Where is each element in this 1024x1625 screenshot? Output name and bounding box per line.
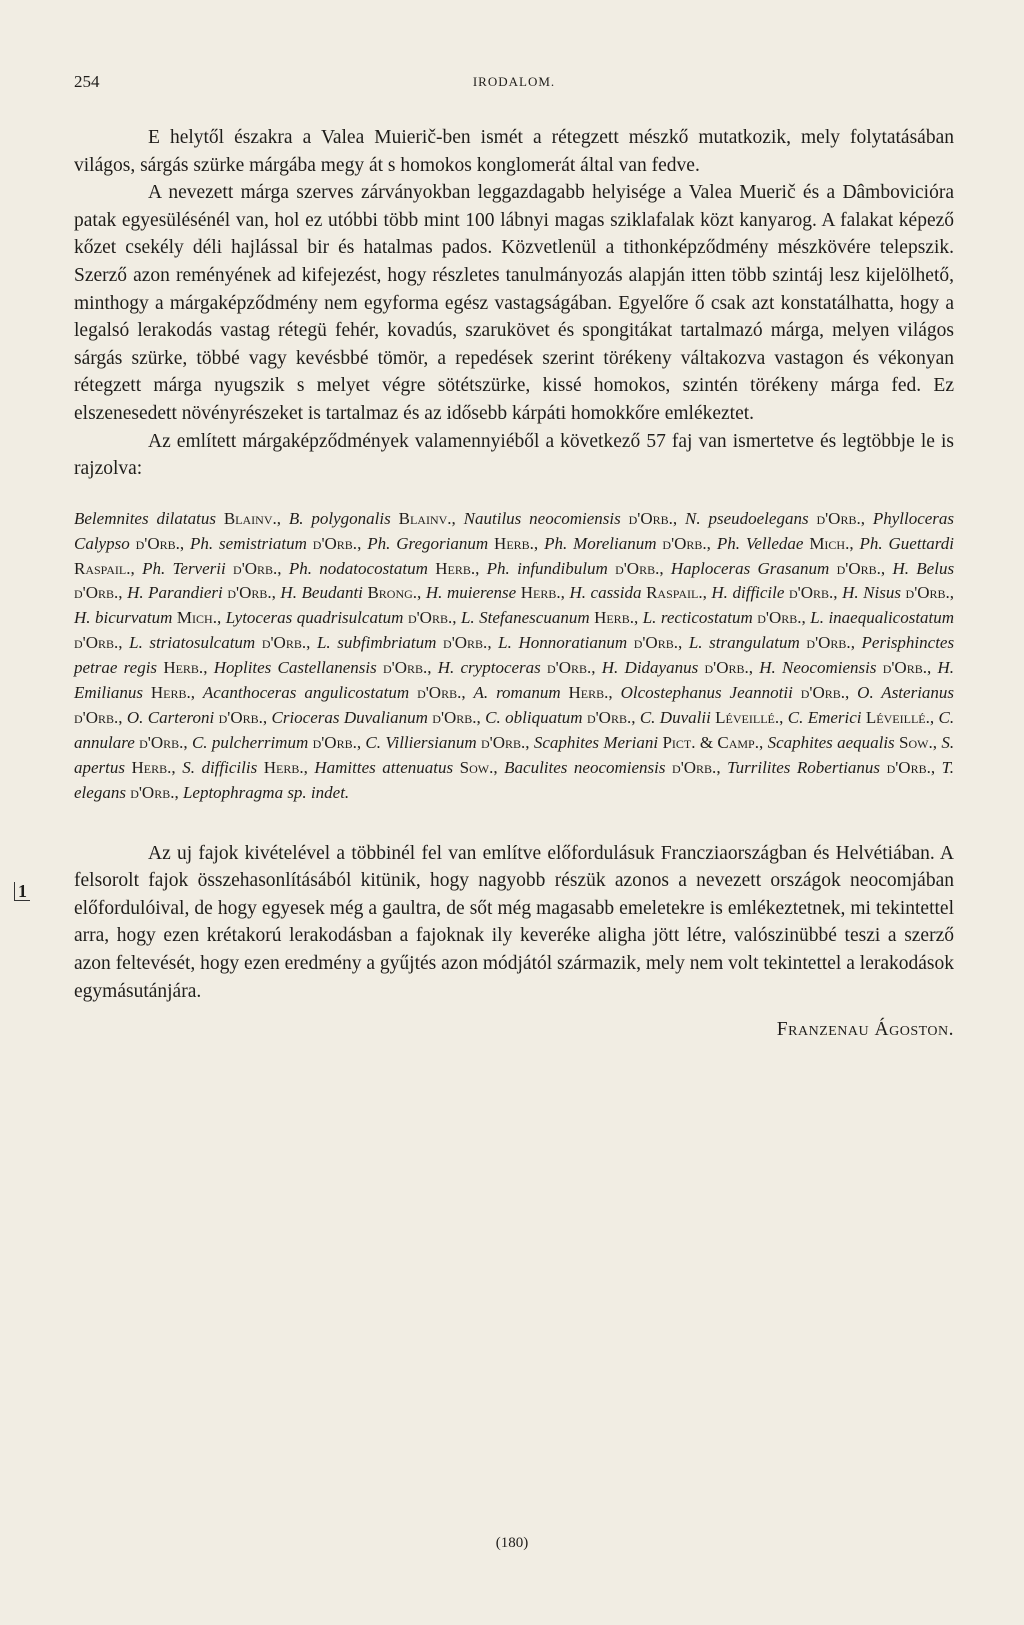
species-separator: , xyxy=(758,732,768,752)
species-separator: , xyxy=(929,707,939,727)
species-name: Olcostephanus Jeannotii xyxy=(620,683,793,703)
species-author: Pict. & Camp. xyxy=(662,732,759,752)
species-separator: , xyxy=(779,707,788,727)
species-author: Mich. xyxy=(809,533,850,553)
species-author: d'Orb. xyxy=(139,732,184,752)
species-name: A. romanum xyxy=(473,683,561,703)
species-separator: , xyxy=(216,608,226,628)
species-author: d'Orb. xyxy=(800,683,845,703)
species-separator: , xyxy=(451,508,464,528)
species-separator: , xyxy=(179,533,191,553)
species-name: O. Carteroni xyxy=(126,707,215,727)
species-author: Herb. xyxy=(150,683,191,703)
species-name: C. obliquatum xyxy=(485,707,583,727)
species-name: Ph. Velledae xyxy=(716,533,804,553)
species-author: d'Orb. xyxy=(905,583,950,603)
species-author: d'Orb. xyxy=(312,533,358,553)
species-name: T. elegans xyxy=(74,757,955,802)
species-author: Herb. xyxy=(568,683,609,703)
species-separator: , xyxy=(271,583,281,603)
species-separator: , xyxy=(949,583,955,603)
species-name: Crioceras Duvalianum xyxy=(271,707,428,727)
species-name: H. difficile xyxy=(711,583,785,603)
species-separator: , xyxy=(801,608,811,628)
species-separator: , xyxy=(591,658,602,678)
species-name: L. Honnoratianum xyxy=(498,633,628,653)
species-name: C. annulare xyxy=(74,707,955,752)
species-name: H. cryptoceras xyxy=(437,658,541,678)
species-separator: , xyxy=(306,633,317,653)
species-separator: , xyxy=(130,558,143,578)
page-header xyxy=(74,72,954,100)
species-separator: , xyxy=(659,558,671,578)
species-separator: , xyxy=(461,683,474,703)
species-separator: , xyxy=(930,757,942,777)
species-name: Phylloceras Calypso xyxy=(74,508,955,553)
species-name: H. Parandieri xyxy=(127,583,223,603)
paragraph-4: Az uj fajok kivételével a többinél fel van említve előfordulásuk Francziaországban és Helvétiában. A felsorolt fajok összehasonlításából kitünik, hogy nagyobb részük azonos a nevezett országok neocomjában előfordulóival, de hogy egyesek még a gaultra, de sőt még magasabb emeletekre is emlékeztetnek, mi tekintettel arra, hogy ezen krétakorú lerakodásban a fajoknak ily keveréke aligha jött létre, valószinübbé teszi a szerző azon feltevését, hogy ezen eredmény a gyűjtés azon módjától származik, mely nem volt tekintettel a lerakodások egymásutánjára. xyxy=(74,842,954,1002)
species-separator: , xyxy=(203,658,214,678)
species-name: O. Asterianus xyxy=(857,683,955,703)
species-author: d'Orb. xyxy=(806,633,851,653)
species-author: d'Orb. xyxy=(480,732,526,752)
species-author: d'Orb. xyxy=(130,782,175,802)
species-author: d'Orb. xyxy=(886,757,931,777)
species-author: d'Orb. xyxy=(417,683,462,703)
species-name: L. Stefanescuanum xyxy=(460,608,590,628)
species-name: Hamittes attenuatus xyxy=(314,757,454,777)
species-separator: , xyxy=(303,757,315,777)
species-name: Ph. Morelianum xyxy=(544,533,657,553)
species-name: C. Villiersianum xyxy=(365,732,477,752)
species-name: H. Emilianus xyxy=(74,658,954,703)
species-separator: , xyxy=(487,633,499,653)
species-separator: , xyxy=(533,533,545,553)
species-separator: , xyxy=(926,658,938,678)
species-separator: , xyxy=(633,608,643,628)
species-author: Blainv. xyxy=(398,508,452,528)
species-list xyxy=(74,507,954,806)
species-name: Belemnites dilatatus xyxy=(74,508,216,528)
species-name: C. Duvalii xyxy=(639,707,711,727)
species-name: Ph. semistriatum xyxy=(190,533,307,553)
species-name: Ph. infundibulum xyxy=(486,558,608,578)
species-separator: , xyxy=(476,707,486,727)
species-author: d'Orb. xyxy=(432,707,477,727)
species-separator: , xyxy=(748,658,760,678)
species-separator: , xyxy=(677,633,689,653)
species-name: Acanthoceras angulicostatum xyxy=(202,683,410,703)
species-name: H. Nisus xyxy=(842,583,901,603)
species-name: Ph. Guettardi xyxy=(859,533,955,553)
species-name: S. apertus xyxy=(74,732,955,777)
species-author: d'Orb. xyxy=(633,633,678,653)
species-author: d'Orb. xyxy=(382,658,428,678)
species-separator: , xyxy=(118,583,128,603)
species-name: Ph. Gregorianum xyxy=(367,533,489,553)
species-separator: , xyxy=(880,558,893,578)
species-name: H. Belus xyxy=(892,558,955,578)
species-author: d'Orb. xyxy=(218,707,263,727)
species-author: d'Orb. xyxy=(443,633,488,653)
species-name: L. recticostatum xyxy=(642,608,753,628)
species-separator: , xyxy=(850,633,862,653)
species-separator: , xyxy=(277,558,289,578)
species-name: Scaphites Meriani xyxy=(533,732,659,752)
species-separator: , xyxy=(276,508,289,528)
paragraph-1: E helytől északra a Valea Muierič-ben ismét a rétegzett mészkő mutatkozik, mely folytatásában világos, sárgás szürke márgába megy át s homokos konglomerát által van fedve. xyxy=(74,127,954,176)
species-separator: , xyxy=(190,683,203,703)
species-name: H. Didayanus xyxy=(601,658,699,678)
species-separator: , xyxy=(833,583,843,603)
paragraph-2: A nevezett márga szerves zárványokban leggazdagabb helyisége a Valea Muerič és a Dâmbovicióra patak egyesülésénél van, hol ez utóbbi több mint 100 lábnyi magas sziklafalak közt kanyarog. A falakat képező kőzet csekély déli hajlással bir és hatalmas pados. Közvetlenül a tithonképződmény mészkövére telepszik. Szerző azon reményének ad kifejezést, hogy részletes tanulmányozás alapján itten több szintáj lesz kijelölhető, minthogy a márgaképződmény nem egyforma egész vastagságában. Egyelőre ő csak azt konstatálhatta, hogy a legalsó lerakodás vastag rétegü fehér, kovadús, szarukövet és spongitákat tartalmazó márga, melyen világos sárgás szürke, többé vagy kevésbbé tömör, a repedések szerint törékeny váltakozva vastagon és vékonyan rétegzett márga nyugszik s melyet végre sötétszürke, kissé homokos, szintén törékeny márga fed. Ez elszenesedett növényrészeket is tartalmaz és az idősebb kárpáti homokkőre emlékeztet. xyxy=(74,182,954,424)
species-separator: , xyxy=(860,508,873,528)
margin-marker: 1 xyxy=(14,882,30,901)
species-name: H. Neocomiensis xyxy=(759,658,877,678)
species-author: d'Orb. xyxy=(135,533,180,553)
species-author: d'Orb. xyxy=(233,558,278,578)
running-head: IRODALOM. xyxy=(472,74,556,89)
species-author: d'Orb. xyxy=(836,558,881,578)
species-name: H. Beudanti xyxy=(280,583,363,603)
species-author: d'Orb. xyxy=(261,633,307,653)
species-author: d'Orb. xyxy=(407,608,453,628)
species-separator: , xyxy=(706,533,717,553)
species-name: L. strangulatum xyxy=(688,633,800,653)
species-author: Léveillé. xyxy=(715,707,780,727)
species-name: Scaphites aequalis xyxy=(767,732,895,752)
species-separator: , xyxy=(118,633,130,653)
species-author: Sow. xyxy=(899,732,933,752)
species-author: d'Orb. xyxy=(672,757,717,777)
species-name: Ph. Terverii xyxy=(142,558,226,578)
species-separator: , xyxy=(716,757,728,777)
species-name: B. polygonalis xyxy=(288,508,391,528)
species-separator: , xyxy=(417,583,426,603)
species-author: Raspail. xyxy=(646,583,703,603)
species-author: d'Orb. xyxy=(757,608,802,628)
species-separator: , xyxy=(452,608,461,628)
species-separator: , xyxy=(475,558,487,578)
species-separator: , xyxy=(262,707,272,727)
species-author: d'Orb. xyxy=(662,533,707,553)
species-name: L. striatosulcatum xyxy=(129,633,256,653)
species-author: d'Orb. xyxy=(628,508,673,528)
footer-number: (180) xyxy=(495,1535,529,1551)
species-name: S. difficilis xyxy=(182,757,258,777)
species-separator: , xyxy=(672,508,686,528)
species-separator: , xyxy=(356,732,366,752)
species-author: Herb. xyxy=(131,757,172,777)
author-signature: Franzenau Ágoston. xyxy=(776,1019,954,1041)
species-author: d'Orb. xyxy=(547,658,592,678)
species-separator: , xyxy=(525,732,534,752)
page-number: 254 xyxy=(74,72,100,91)
species-author: d'Orb. xyxy=(227,583,272,603)
species-name: Turrilites Robertianus xyxy=(727,757,881,777)
species-separator: , xyxy=(174,782,183,802)
species-name: Ph. nodatocostatum xyxy=(288,558,428,578)
species-separator: , xyxy=(171,757,183,777)
species-separator: , xyxy=(493,757,505,777)
species-separator: , xyxy=(608,683,621,703)
species-author: Herb. xyxy=(594,608,634,628)
species-separator: , xyxy=(845,683,858,703)
species-author: d'Orb. xyxy=(586,707,632,727)
species-name: Leptophragma sp. indet. xyxy=(182,782,350,802)
species-name: Lytoceras quadrisulcatum xyxy=(225,608,404,628)
species-name: N. pseudoelegans xyxy=(685,508,809,528)
species-name: Hoplites Castellanensis xyxy=(213,658,377,678)
species-name: Haploceras Grasanum xyxy=(670,558,830,578)
species-author: d'Orb. xyxy=(74,707,119,727)
species-author: Herb. xyxy=(494,533,534,553)
species-author: Herb. xyxy=(163,658,204,678)
species-name: L. inaequalicostatum xyxy=(810,608,955,628)
species-author: d'Orb. xyxy=(789,583,834,603)
species-author: Brong. xyxy=(367,583,418,603)
species-separator: , xyxy=(118,707,127,727)
species-separator: , xyxy=(427,658,438,678)
species-author: Mich. xyxy=(176,608,217,628)
species-author: d'Orb. xyxy=(816,508,861,528)
species-separator: , xyxy=(183,732,192,752)
page-body xyxy=(74,124,954,1041)
species-author: Herb. xyxy=(520,583,561,603)
species-author: Blainv. xyxy=(223,508,277,528)
species-author: d'Orb. xyxy=(882,658,927,678)
species-author: Raspail. xyxy=(74,558,131,578)
species-name: Nautilus neocomiensis xyxy=(463,508,621,528)
species-separator: , xyxy=(849,533,860,553)
species-author: Sow. xyxy=(459,757,494,777)
species-separator: , xyxy=(631,707,640,727)
species-author: d'Orb. xyxy=(704,658,749,678)
species-name: Baculites neocomiensis xyxy=(504,757,666,777)
species-separator: , xyxy=(702,583,712,603)
species-separator: , xyxy=(932,732,942,752)
species-separator: , xyxy=(560,583,570,603)
species-author: d'Orb. xyxy=(74,583,119,603)
species-author: d'Orb. xyxy=(74,633,119,653)
species-name: H. cassida xyxy=(569,583,642,603)
species-author: d'Orb. xyxy=(615,558,660,578)
species-author: Herb. xyxy=(435,558,476,578)
species-name: H. muierense xyxy=(425,583,517,603)
species-separator: , xyxy=(357,533,368,553)
species-author: Léveillé. xyxy=(865,707,930,727)
species-name: H. bicurvatum xyxy=(74,608,173,628)
species-author: d'Orb. xyxy=(312,732,357,752)
paragraph-3: Az említett márgaképződmények valamennyiéből a következő 57 faj van ismertetve és legtöbbje le is rajzolva: xyxy=(74,430,954,480)
species-name: C. Emerici xyxy=(787,707,862,727)
species-name: C. pulcherrimum xyxy=(191,732,309,752)
species-author: Herb. xyxy=(263,757,304,777)
species-name: Perisphinctes petrae regis xyxy=(74,633,955,678)
species-name: L. subfimbriatum xyxy=(316,633,437,653)
